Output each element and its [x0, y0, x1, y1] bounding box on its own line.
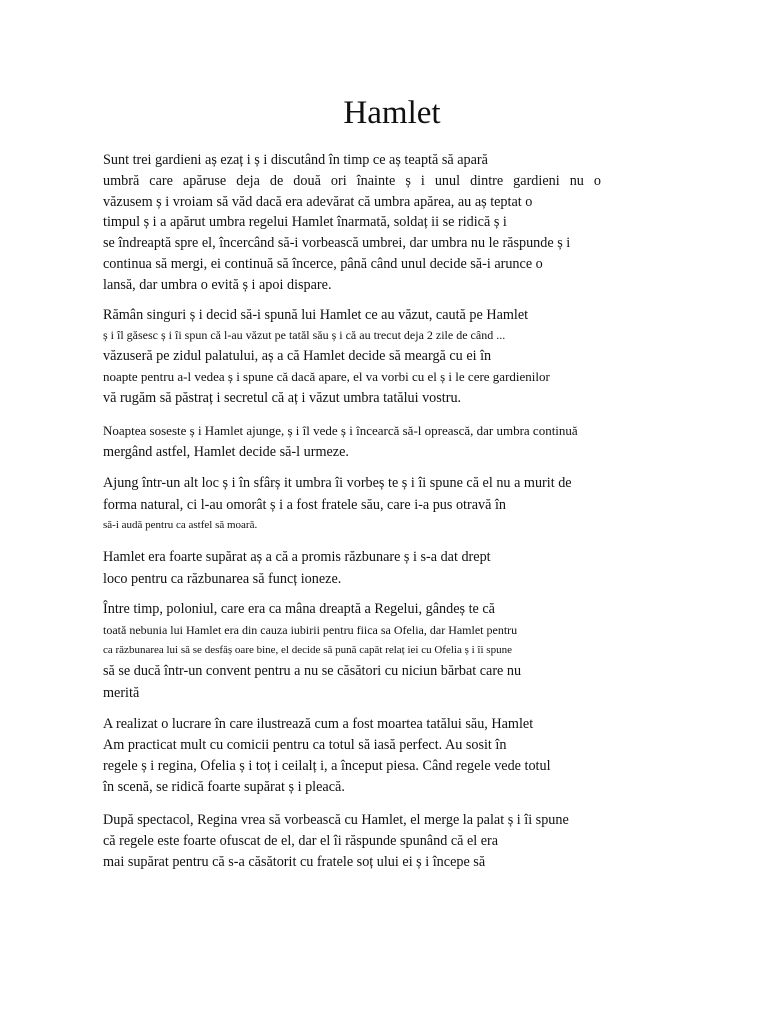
text-line: forma natural, ci l-au omorât ș i a fost fratele său, care i-a pus otravă în	[103, 497, 506, 513]
text-line: ș i îl găsesc ș i îi spun că l-au văzut pe tatăl său ș i că au trecut deja 2 zile de când ...	[103, 328, 506, 342]
paragraph-6	[103, 598, 521, 704]
text-line: loco pentru ca răzbunarea să funcț ioneze.	[103, 571, 342, 587]
text-line: continua să mergi, ei continuă să încerce, până când unul decide să-i arunce o	[103, 255, 543, 272]
paragraph-2	[103, 305, 550, 409]
text-line: Am practicat mult cu comicii pentru ca totul să iasă perfect. Au sosit în	[103, 737, 507, 753]
text-line: că regele este foarte ofuscat de el, dar el îi răspunde spunând că el era	[103, 833, 499, 849]
text-line: umbră care apăruse deja de două ori înainte ș i unul dintre gardieni nu o	[103, 172, 601, 189]
paragraph-7	[103, 714, 551, 798]
text-line: mai supărat pentru că s-a căsătorit cu fratele soț ului ei ș i începe să	[103, 854, 486, 870]
text-line: să-i audă pentru ca astfel să moară.	[103, 519, 258, 531]
text-line: vă rugăm să păstraț i secretul că aț i văzut umbra tatălui vostru.	[103, 390, 462, 406]
text-line: mergând astfel, Hamlet decide să-l urmeze.	[103, 444, 349, 460]
text-line: văzusem ș i vroiam să văd dacă era adevărat că umbra apărea, au aș teptat o	[103, 193, 533, 210]
text-line: noapte pentru a-l vedea ș i spune că dacă apare, el va vorbi cu el ș i le cere gardienilor	[103, 369, 550, 384]
text-line: ca răzbunarea lui să se desfăș oare bine, el decide să pună capăt relaț iei cu Ofelia ș i îi spune	[103, 644, 512, 656]
text-line: văzuseră pe zidul palatului, aș a că Hamlet decide să meargă cu ei în	[103, 348, 492, 364]
text-line: Între timp, poloniul, care era ca mâna dreaptă a Regelui, gândeș te că	[103, 601, 495, 617]
text-line: lansă, dar umbra o evită ș i apoi dispare.	[103, 276, 332, 293]
text-line: în scenă, se ridică foarte supărat ș i pleacă.	[103, 779, 345, 795]
text-line: merită	[103, 685, 140, 701]
text-line: După spectacol, Regina vrea să vorbească cu Hamlet, el merge la palat ș i îi spune	[103, 812, 569, 828]
paragraph-4	[103, 472, 572, 534]
text-line: Hamlet era foarte supărat aș a că a promis răzbunare ș i s-a dat drept	[103, 549, 491, 565]
paragraph-8	[103, 810, 569, 873]
text-line: Rămân singuri ș i decid să-i spună lui Hamlet ce au văzut, caută pe Hamlet	[103, 307, 529, 323]
text-line: Noaptea soseste ș i Hamlet ajunge, ș i îl vede ș i încearcă să-l oprească, dar umbra continuă	[103, 423, 578, 438]
paragraph-3	[103, 420, 578, 463]
text-line: timpul ș i a apărut umbra regelui Hamlet înarmată, soldaț ii se ridică ș i	[103, 214, 507, 231]
document-title: Hamlet	[343, 95, 441, 131]
text-line: regele ș i regina, Ofelia ș i toț i ceilalț i, a început piesa. Când regele vede totul	[103, 758, 551, 774]
text-line: A realizat o lucrare în care ilustrează cum a fost moartea tatălui său, Hamlet	[103, 716, 534, 732]
text-line: Sunt trei gardieni aș ezaț i ș i discutând în timp ce aș teaptă să apară	[103, 152, 488, 168]
text-line: Ajung într-un alt loc ș i în sfârș it umbra îi vorbeș te ș i îi spune că el nu a murit de	[103, 475, 572, 491]
paragraph-5	[103, 546, 491, 590]
text-line: se îndreaptă spre el, încercând să-i vorbească umbrei, dar umbra nu le răspunde ș i	[103, 235, 571, 252]
paragraph-1	[103, 150, 601, 296]
text-line: toată nebunia lui Hamlet era din cauza iubirii pentru fiica sa Ofelia, dar Hamlet pentru	[103, 623, 518, 637]
text-line: să se ducă într-un convent pentru a nu se căsători cu niciun bărbat care nu	[103, 663, 522, 679]
